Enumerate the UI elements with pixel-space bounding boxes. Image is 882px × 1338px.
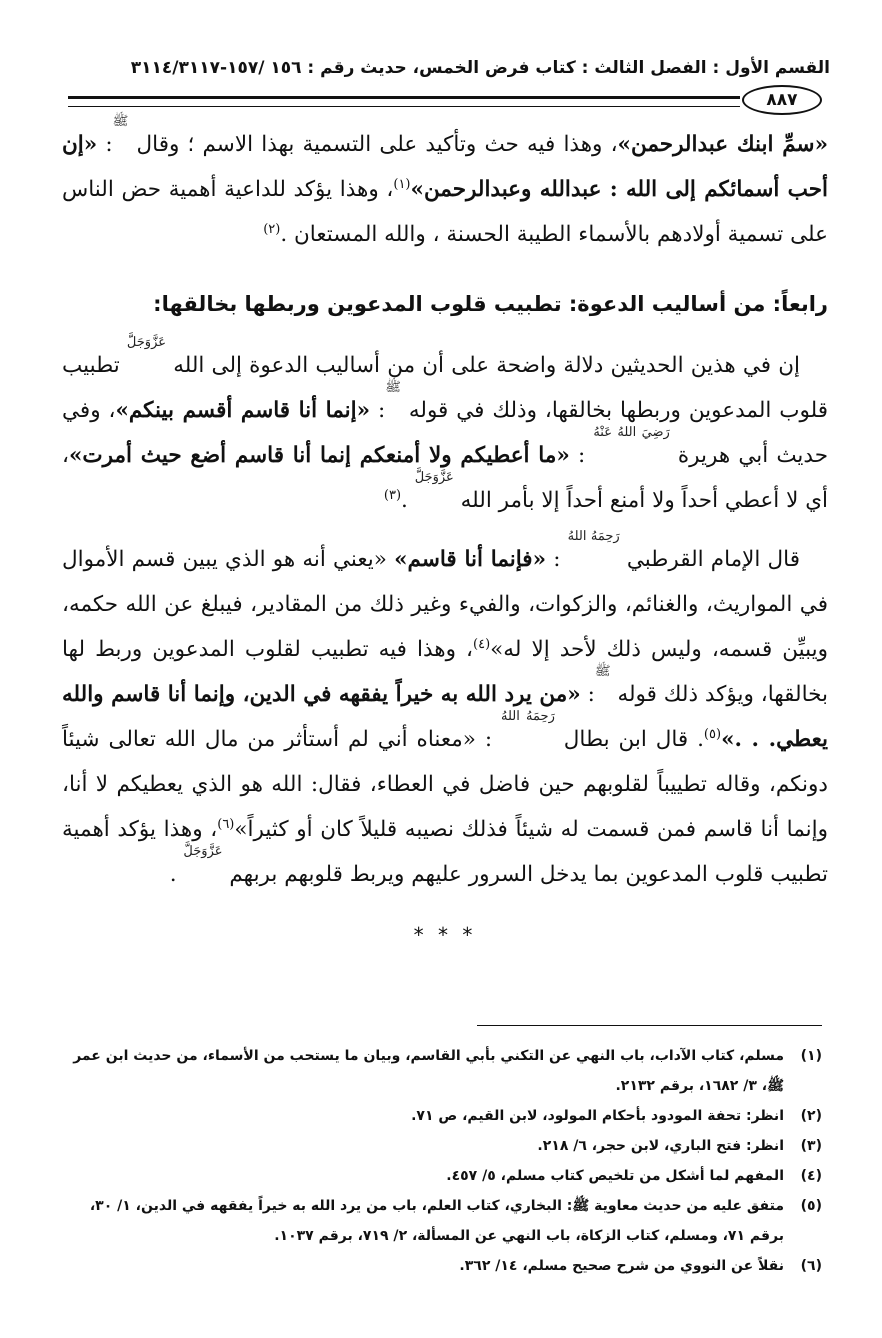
- hadith-quote: «إنما أنا قاسم أقسم بينكم»: [115, 398, 371, 423]
- header-rule: [68, 96, 740, 107]
- footnote-rule: [477, 1025, 822, 1026]
- footnote-ref[interactable]: (٢): [263, 221, 281, 237]
- footnotes: [70, 1041, 822, 1281]
- salawat-honorific: ﷺ: [385, 380, 401, 395]
- hadith-quote: «إن أحب أسمائكم إلى الله : عبدالله وعبدالرحمن»: [62, 132, 828, 202]
- footnote-number: (٥): [800, 1198, 822, 1214]
- section-separator: * * *: [413, 923, 477, 947]
- footnote-ref[interactable]: (٤): [473, 636, 491, 652]
- footnote-text: انظر: تحفة المودود بأحكام المولود، لابن القيم، ص ٧١.: [411, 1108, 784, 1124]
- salawat-honorific: ﷺ: [112, 114, 129, 129]
- footnote-number: (٦): [800, 1258, 822, 1274]
- hadith-quote: «فإنما أنا قاسم»: [394, 547, 547, 572]
- footnote-text: انظر: فتح الباري، لابن حجر، ٦/ ٢١٨.: [537, 1138, 784, 1154]
- salawat-honorific: ﷺ: [594, 664, 611, 679]
- azza-wajal-honorific: عَزَّوَجَلَّ: [126, 335, 166, 350]
- footnote-ref[interactable]: (٦): [217, 816, 235, 832]
- rahimahullah-honorific: رَحِمَهُ اللهُ: [501, 709, 555, 724]
- footnote-number: (٣): [800, 1138, 822, 1154]
- footnote-ref[interactable]: (١): [393, 176, 411, 192]
- rahimahullah-honorific: رَحِمَهُ اللهُ: [567, 529, 620, 544]
- footnote-number: (٢): [800, 1108, 822, 1124]
- paragraph-gap: [62, 523, 828, 537]
- footnote-number: (١): [800, 1048, 822, 1064]
- page-number: ٨٨٧: [742, 85, 822, 115]
- hadith-quote: «من يرد الله به خيراً يفقهه في الدين، وإنما أنا قاسم والله يعطي. . .»: [62, 682, 828, 752]
- footnote-text: مسلم، كتاب الآداب، باب النهي عن التكني بأبي القاسم، وبيان ما يستحب من الأسماء، من حديث ابن عمر ﷺ، ٣/ ١٦٨٢، برقم ٢١٣٢.: [73, 1048, 784, 1094]
- footnote-text: متفق عليه من حديث معاوية ﷺ: البخاري، كتاب العلم، باب من يرد الله به خيراً يفقهه في الدين، ١/ ٣٠، برقم ٧١، ومسلم، كتاب الزكاة، باب النهي عن المسألة، ٢/ ٧١٩، برقم ١٠٣٧.: [89, 1198, 784, 1244]
- hadith-quote: «ما أعطيكم ولا أمنعكم إنما أنا قاسم أضع حيث أمرت»: [68, 443, 570, 468]
- main-text: [62, 114, 829, 947]
- azza-wajal-honorific: عَزَّوَجَلَّ: [183, 844, 223, 859]
- footnote-item: [70, 1251, 822, 1281]
- paragraph-naming: «سمِّ ابنك عبدالرحمن»، وهذا فيه حث وتأكيد على التسمية بهذا الاسم ؛ وقال $^ﷺ$: «إن أحب أسمائكم إلى الله : عبدالله وعبدالرحمن»$^{(١)}$، وهذا يؤكد للداعية أهمية حض الناس على تسمية أولادهم بالأسماء الطيبة الحسنة ، والله المستعان .$^{(٢)}$: [62, 114, 829, 247]
- footnote-number: (٤): [800, 1168, 822, 1184]
- running-header: القسم الأول : الفصل الثالث : كتاب فرض الخمس، حديث رقم : ١٥٦ /١٥٧-٣١١٤/٣١١٧: [130, 58, 830, 78]
- footnote-item: [70, 1131, 822, 1161]
- footnote-item: [70, 1161, 822, 1191]
- footnote-ref[interactable]: (٥): [703, 726, 722, 742]
- paragraph-method: إن في هذين الحديثين دلالة واضحة على أن من أساليب الدعوة إلى الله $^{عَزَّوَجَلَّ}$ تطبيب قلوب المدعوين وربطها بخالقها، وذلك في قوله $^ﷺ$: «إنما أنا قاسم أقسم بينكم»، وفي حديث أبي هريرة $^{رَضِيَ اللهُ عَنْهُ}$ : «ما أعطيكم ولا أمنعكم إنما أنا قاسم أضع حيث أمرت»، أي لا أعطي أحداً ولا أمنع أحداً إلا بأمر الله $^{عَزَّوَجَلَّ}$ .$^{(٣)}$: [62, 335, 828, 513]
- radiya-honorific: رَضِيَ اللهُ عَنْهُ: [593, 425, 670, 440]
- footnote-text: نقلاً عن النووي من شرح صحيح مسلم، ١٤/ ٣٦٢.: [459, 1258, 784, 1274]
- footnote-item: [70, 1101, 822, 1131]
- footnote-item: [70, 1191, 822, 1251]
- azza-wajal-honorific: عَزَّوَجَلَّ: [414, 470, 454, 485]
- paragraph-qurtubi: قال الإمام القرطبي $^{رَحِمَهُ اللهُ}$ : «فإنما أنا قاسم» «يعني أنه هو الذي يبين قسم الأموال في المواريث، والغنائم، والزكوات، والفيء وغير ذلك من المقادير، فيبلغ عن الله حكمه، ويبيِّن قسمه، وليس ذلك لأحد إلا له»$^{(٤)}$، وهذا فيه تطبيب لقلوب المدعوين وربط لها بخالقها، ويؤكد ذلك قوله $^ﷺ$: «من يرد الله به خيراً يفقهه في الدين، وإنما أنا قاسم والله يعطي. . .»$^{(٥)}$. قال ابن بطال $^{رَحِمَهُ اللهُ}$ : «معناه أني لم أستأثر من مال الله تعالى شيئاً دونكم، وقاله تطييباً لقلوبهم حين فاضل في العطاء، فقال: الله هو الذي يعطيكم لا أنا، وإنما أنا قاسم فمن قسمت له شيئاً فذلك نصيبه قليلاً كان أو كثيراً»$^{(٦)}$، وهذا يؤكد أهمية تطبيب قلوب المدعوين بما يدخل السرور عليهم ويربط قلوبهم بربهم $^{عَزَّوَجَلَّ}$ .: [62, 529, 829, 887]
- footnote-item: [70, 1041, 822, 1101]
- hadith-quote: «سمِّ ابنك عبدالرحمن»: [617, 132, 829, 157]
- section-heading: رابعاً: من أساليب الدعوة: تطبيب قلوب المدعوين وربطها بخالقها:: [153, 292, 828, 316]
- footnote-text: المفهم لما أشكل من تلخيص كتاب مسلم، ٥/ ٤٥٧.: [446, 1168, 784, 1184]
- footnote-ref[interactable]: (٣): [383, 487, 402, 503]
